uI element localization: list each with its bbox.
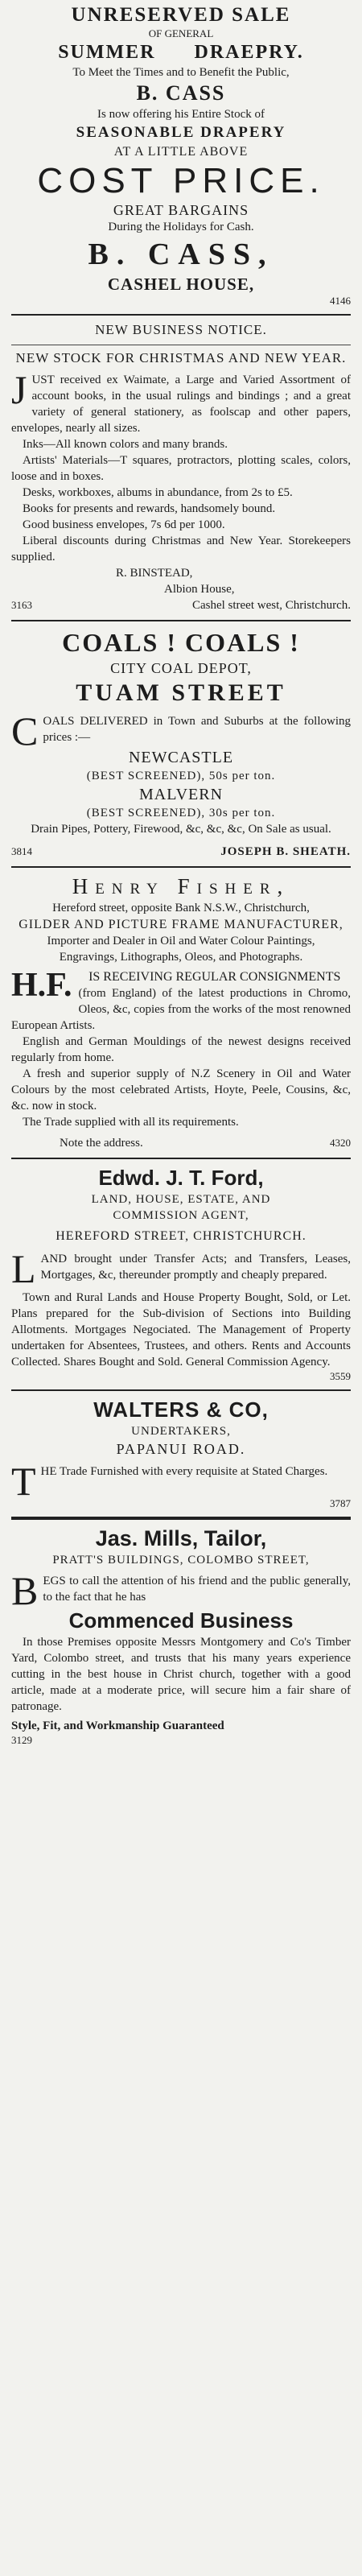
ad-paragraph: OALS DELIVERED in Town and Suburbs at the following prices :—	[43, 715, 351, 744]
ad-headline: NEW STOCK FOR CHRISTMAS AND NEW YEAR.	[15, 350, 347, 365]
drop-cap: B	[11, 1568, 39, 1613]
ad-name: B. CASS,	[88, 237, 274, 271]
ad-headline: GILDER AND PICTURE FRAME MANUFACTURER,	[19, 918, 343, 931]
ad-walters-undertakers	[11, 1396, 351, 1510]
ad-paragraph: Inks—All known colors and many brands.	[23, 438, 228, 451]
ad-text: UNDERTAKERS,	[131, 1425, 231, 1438]
ad-signature: Albion House,	[164, 583, 235, 596]
ad-number: 3163	[11, 599, 32, 611]
ad-name: Henry Fisher,	[72, 874, 290, 898]
ad-subline: AT A LITTLE ABOVE	[113, 145, 249, 159]
ad-signature: JOSEPH B. SHEATH.	[220, 845, 351, 858]
ad-number: 3129	[11, 1734, 32, 1746]
ad-name: WALTERS & CO,	[93, 1397, 269, 1422]
divider	[11, 1389, 351, 1391]
ad-city-coal-depot	[11, 626, 351, 860]
ad-address: CASHEL HOUSE,	[107, 275, 255, 294]
ad-note: Note the address.	[60, 1137, 143, 1150]
ad-monogram: H.F.	[11, 967, 72, 1004]
ad-paragraph: English and German Mouldings of the newest designs received regularly from home.	[11, 1035, 351, 1064]
ad-cass-drapery	[11, 3, 351, 308]
ad-headline: NEW BUSINESS NOTICE.	[95, 322, 267, 337]
ad-headline: COST PRICE.	[37, 161, 325, 200]
ad-paragraph: EGS to call the attention of his friend and the public generally, to the fact that he has	[43, 1575, 351, 1604]
ad-number: 3814	[11, 845, 32, 857]
ad-name: B. CASS	[136, 81, 226, 105]
ad-paragraph: Books for presents and rewards, handsomely bound.	[23, 502, 276, 515]
ad-subline: CITY COAL DEPOT,	[110, 660, 252, 676]
ad-headline: TUAM STREET	[76, 679, 286, 706]
ad-paragraph: (from England) of the latest productions in Chromo, Oleos, &c, copies from the works of the most renowned European Artists.	[11, 987, 351, 1032]
drop-cap: T	[11, 1459, 36, 1504]
ad-henry-fisher	[11, 873, 351, 1151]
drop-cap: C	[11, 708, 39, 753]
divider	[11, 620, 351, 621]
ad-paragraph: Liberal discounts during Christmas and New Year. Storekeepers supplied.	[11, 535, 351, 564]
ad-address: PAPANUI ROAD.	[116, 1441, 246, 1457]
ad-paragraph: Good business envelopes, 7s 6d per 1000.	[23, 518, 225, 531]
ad-paragraph: Desks, workboxes, albums in abundance, from 2s to £5.	[23, 486, 293, 499]
ad-name: Edwd. J. T. Ford,	[98, 1166, 264, 1190]
ad-text: Engravings, Lithographs, Oleos, and Photographs.	[59, 951, 303, 964]
ad-headline: Commenced Business	[68, 1608, 294, 1633]
divider	[11, 1517, 351, 1520]
ad-number: 4320	[330, 1137, 351, 1149]
ad-paragraph: UST received ex Waimate, a Large and Varied Assortment of account books, in the usual rulings and bindings ; and a great variety of general stationery, as foolscap and other papers, envelopes, nearly all sizes.	[11, 374, 351, 435]
ad-text: COMMISSION AGENT,	[113, 1209, 249, 1222]
ad-paragraph: A fresh and superior supply of N.Z Scenery in Oil and Water Colours by the most celebrated Artists, Hoyte, Peele, Cousins, &c, &c. now in stock.	[11, 1067, 351, 1113]
ad-text: LAND, HOUSE, ESTATE, AND	[91, 1193, 271, 1206]
ad-text: Importer and Dealer in Oil and Water Colour Paintings,	[47, 935, 315, 947]
ad-subline: OF GENERAL	[148, 27, 214, 39]
ad-headline: UNRESERVED SALE	[71, 4, 291, 26]
divider	[11, 866, 351, 868]
ad-edwd-ford	[11, 1164, 351, 1383]
ad-headline: GREAT BARGAINS	[113, 202, 249, 218]
ad-text: During the Holidays for Cash.	[108, 221, 254, 233]
ad-text: To Meet the Times and to Benefit the Public,	[72, 66, 290, 79]
ad-headline: SUMMER DRAEPRY.	[58, 42, 304, 63]
ad-number: 3787	[330, 1497, 351, 1509]
drop-cap: L	[11, 1246, 36, 1291]
ad-address: HEREFORD STREET, CHRISTCHURCH.	[56, 1229, 306, 1243]
ad-price: (BEST SCREENED), 30s per ton.	[86, 807, 276, 819]
ad-paragraph: Artists' Materials—T squares, protractors, plotting scales, colors, loose and in boxes.	[11, 454, 351, 483]
ad-jas-mills-tailor	[11, 1525, 351, 1747]
ad-headline: COALS ! COALS !	[62, 628, 300, 657]
ad-number: 4146	[330, 295, 351, 307]
ad-paragraph: HE Trade Furnished with every requisite at Stated Charges.	[40, 1465, 328, 1478]
ad-paragraph: Style, Fit, and Workmanship Guaranteed	[11, 1719, 224, 1732]
ad-paragraph: The Trade supplied with all its requirements.	[23, 1116, 239, 1129]
ad-text: Is now offering his Entire Stock of	[97, 108, 265, 121]
ad-paragraph: In those Premises opposite Messrs Montgomery and Co's Timber Yard, Colombo street, and trusts that his many years experience cutting in the best house in Christ church, together with a good article, made at a moderate price, will secure him a fair share of patronage.	[11, 1636, 351, 1713]
ad-address: PRATT'S BUILDINGS, COLOMBO STREET,	[52, 1554, 310, 1567]
ad-paragraph: AND brought under Transfer Acts; and Transfers, Leases, Mortgages, &c, thereunder promptly and cheaply prepared.	[40, 1253, 351, 1282]
ad-address: Cashel street west, Christchurch.	[191, 599, 351, 612]
ad-price: (BEST SCREENED), 50s per ton.	[86, 770, 276, 782]
ad-name: Jas. Mills, Tailor,	[95, 1526, 267, 1550]
ad-product: NEWCASTLE	[128, 749, 234, 766]
ad-paragraph: Drain Pipes, Pottery, Firewood, &c, &c, &c, On Sale as usual.	[31, 823, 331, 836]
divider	[11, 1158, 351, 1159]
ad-text: Hereford street, opposite Bank N.S.W., Christchurch,	[52, 902, 310, 914]
ad-headline: IS RECEIVING REGULAR CONSIGNMENTS	[88, 970, 341, 984]
ad-paragraph: Town and Rural Lands and House Property Bought, Sold, or Let. Plans prepared for the Sub-division of Sections into Building Allotments. Mortgages Negociated. The Management of Property undertaken for Absentees, Trustees, and others. Rents and Accounts Collected. Shares Bought and Sold. General Commission Agency.	[11, 1291, 351, 1368]
ad-binstead-stationery	[11, 320, 351, 613]
ad-product: MALVERN	[138, 786, 224, 803]
ad-headline: SEASONABLE DRAPERY	[76, 124, 286, 141]
ad-number: 3559	[330, 1370, 351, 1382]
ad-signature: R. BINSTEAD,	[116, 567, 193, 580]
drop-cap: J	[11, 367, 27, 412]
divider	[11, 314, 351, 316]
